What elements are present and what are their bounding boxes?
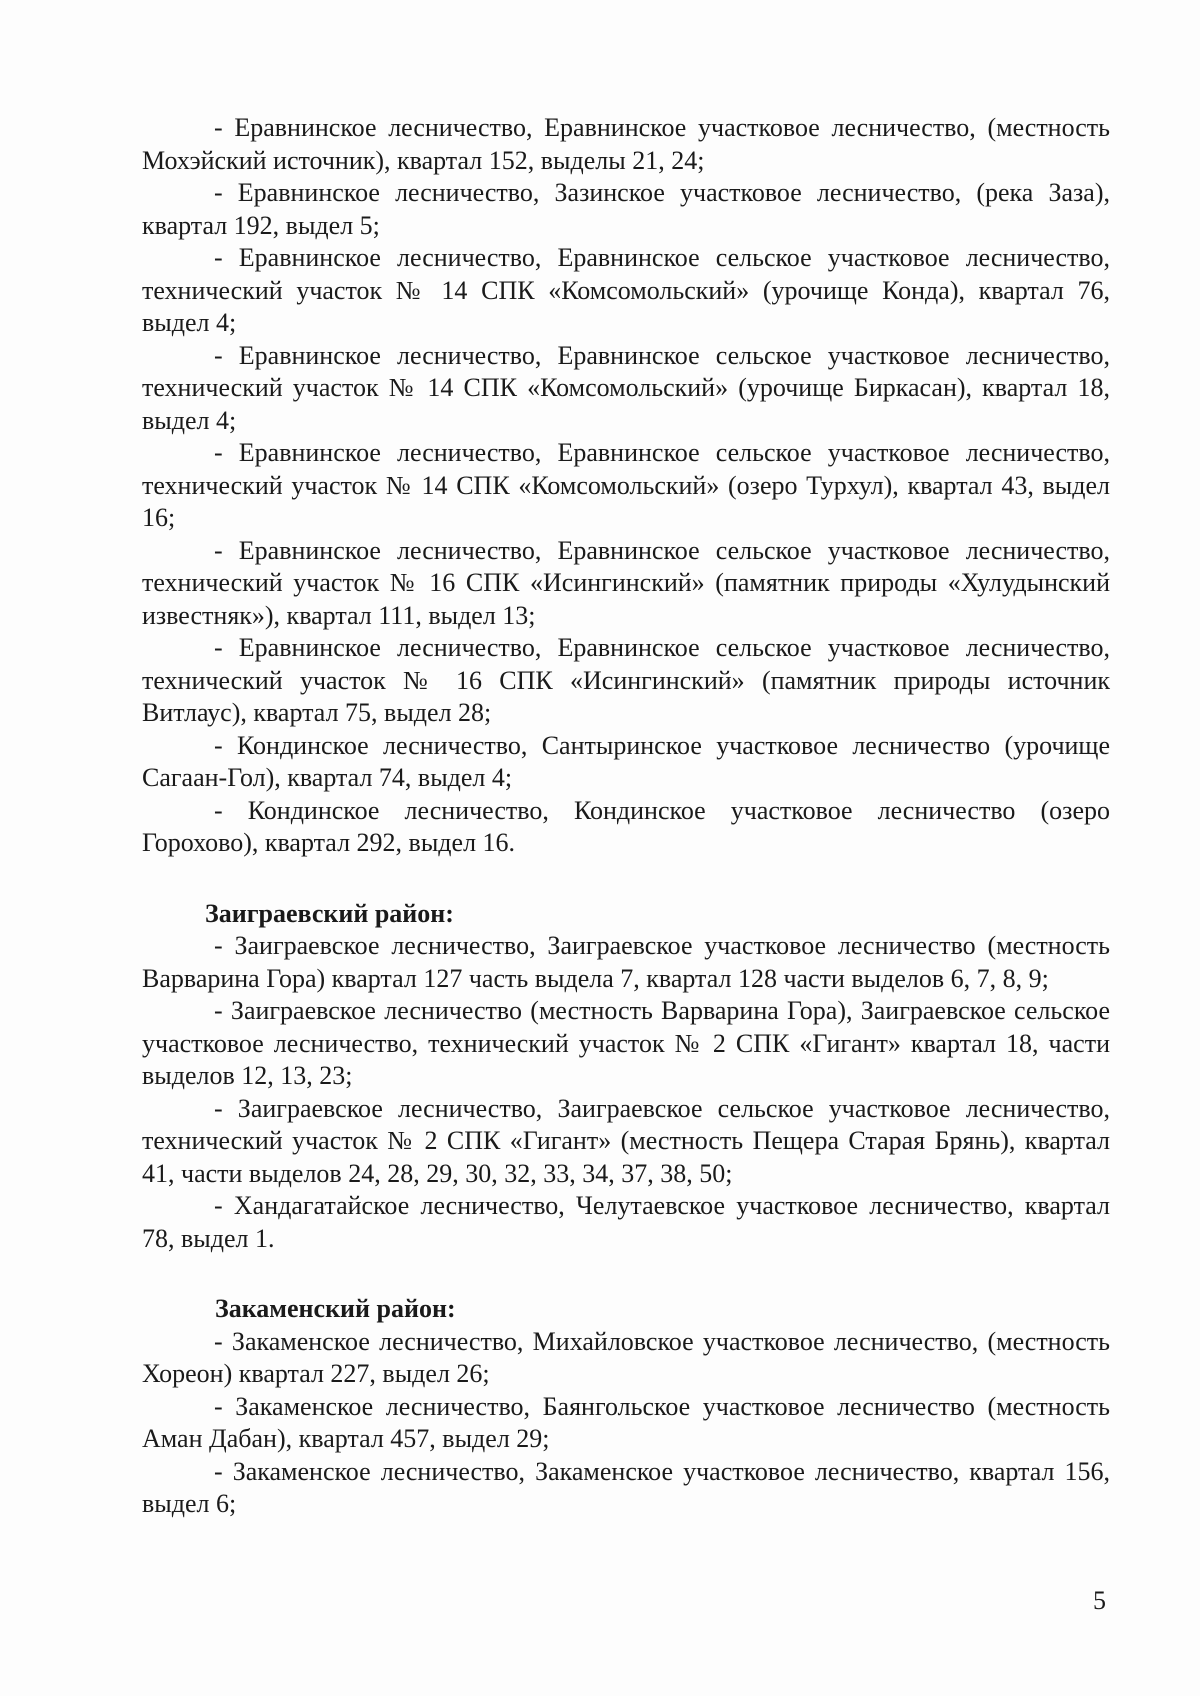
list-item: - Еравнинское лесничество, Еравнинское сельское участковое лесничество, технический участок № 16 СПК «Исингинский» (памятник природы источник Витлаус), квартал 75, выдел 28; (142, 633, 1110, 727)
page-content (142, 112, 1110, 1521)
list-item: - Кондинское лесничество, Кондинское участковое лесничество (озеро Горохово), квартал 292, выдел 16. (142, 795, 1110, 857)
list-item: - Заиграевское лесничество (местность Варварина Гора), Заиграевское сельское участковое лесничество, технический участок № 2 СПК «Гигант» квартал 18, части выделов 12, 13, 23; (142, 996, 1110, 1090)
list-item: - Заиграевское лесничество, Заиграевское участковое лесничество (местность Варварина Гора) квартал 127 часть выдела 7, квартал 128 части выделов 6, 7, 8, 9; (142, 931, 1110, 993)
list-item: - Закаменское лесничество, Баянгольское участковое лесничество (местность Аман Дабан), квартал 457, выдел 29; (142, 1391, 1110, 1453)
list-item: - Еравнинское лесничество, Еравнинское участковое лесничество, (местность Мохэйский источник), квартал 152, выделы 21, 24; (142, 113, 1110, 175)
section-zaigraevsky (142, 898, 1110, 1256)
section-heading: Закаменский район: (215, 1294, 456, 1323)
list-item: - Заиграевское лесничество, Заиграевское сельское участковое лесничество, технический участок № 2 СПК «Гигант» (местность Пещера Старая Брянь), квартал 41, части выделов 24, 28, 29, 30, 32, 33, 34, 37, 38, 50; (142, 1093, 1110, 1188)
list-item: - Еравнинское лесничество, Еравнинское сельское участковое лесничество, технический участок № 14 СПК «Комсомольский» (урочище Конда), квартал 76, выдел 4; (142, 243, 1110, 337)
page-number: 5 (1093, 1586, 1106, 1615)
list-item: - Еравнинское лесничество, Зазинское участковое лесничество, (река Заза), квартал 192, выдел 5; (142, 178, 1110, 240)
list-item: - Закаменское лесничество, Михайловское участковое лесничество, (местность Хореон) квартал 227, выдел 26; (142, 1326, 1110, 1388)
list-item: - Хандагатайское лесничество, Челутаевское участковое лесничество, квартал 78, выдел 1. (142, 1191, 1110, 1253)
list-item: - Кондинское лесничество, Сантыринское участковое лесничество (урочище Сагаан-Гол), квартал 74, выдел 4; (142, 730, 1110, 792)
section-zakamensky (142, 1293, 1110, 1521)
list-item: - Еравнинское лесничество, Еравнинское сельское участковое лесничество, технический участок № 14 СПК «Комсомольский» (озеро Турхул), квартал 43, выдел 16; (142, 438, 1110, 532)
section-heading: Заиграевский район: (205, 898, 454, 928)
list-item: - Закаменское лесничество, Закаменское участковое лесничество, квартал 156, выдел 6; (142, 1456, 1110, 1518)
paragraph-group-eravna (142, 112, 1110, 860)
list-item: - Еравнинское лесничество, Еравнинское сельское участковое лесничество, технический участок № 14 СПК «Комсомольский» (урочище Биркасан), квартал 18, выдел 4; (142, 340, 1110, 435)
list-item: - Еравнинское лесничество, Еравнинское сельское участковое лесничество, технический участок № 16 СПК «Исингинский» (памятник природы «Хулудынский известняк»), квартал 111, выдел 13; (142, 535, 1110, 630)
